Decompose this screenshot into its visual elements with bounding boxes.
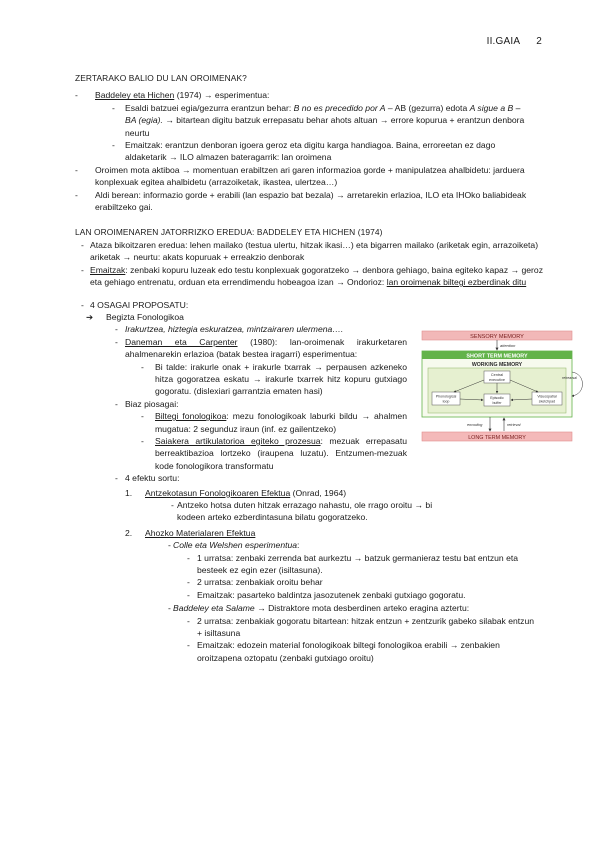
retrieval-label: retrieval — [507, 423, 521, 427]
short-term-memory-label: SHORT TERM MEMORY — [466, 353, 528, 360]
svg-text:Visuospatial: Visuospatial — [537, 394, 557, 399]
working-memory-label: WORKING MEMORY — [471, 362, 523, 368]
author-ref: Baddeley eta Hichen — [95, 90, 175, 101]
svg-text:Central: Central — [490, 373, 504, 377]
chapter-title: II.GAIA — [486, 36, 521, 47]
svg-text:executive: executive — [488, 378, 506, 382]
bullet-dash: - — [75, 90, 78, 101]
list-item: - Ataza bikoitzaren eredua: lehen mailako (testua ulertu, hitzak ikasi…) eta bigarren mailako (ariketak egin, arrazoiketa) ariketak → neurtu: akats kopuruak + erreakzio denborak — [81, 239, 539, 263]
list-item: - Emaitzak: pasarteko baldintza jasozutenek zenbaki gutxiago gogoratu. — [187, 589, 466, 600]
sensory-memory-label: SENSORY MEMORY — [470, 334, 524, 340]
list-item: - Biltegi fonologikoa: mezu fonologikoak laburki bildu → ahalmen mugatua: 2 segunduz iraun (inf. ez gailentzeko) — [141, 411, 407, 434]
list-item: - Baddeley eta Hichen (1974) → esperimentua: — [75, 90, 270, 101]
list-item: - Biaz piosagai: — [115, 398, 179, 409]
rehearsal-label: rehearsal — [562, 376, 577, 380]
svg-text:Phonological: Phonological — [435, 394, 457, 399]
svg-text:Episodic: Episodic — [490, 396, 504, 400]
section-heading-purpose: ZERTARAKO BALIO DU LAN OROIMENAK? — [75, 73, 247, 83]
list-item: - 2 urratsa: zenbakiak oroitu behar — [187, 577, 323, 588]
list-item: - Colle eta Welshen esperimentua: — [168, 540, 300, 551]
page-header — [487, 36, 542, 48]
list-item: 2. Ahozko Materialaren Efektua — [125, 527, 256, 538]
list-item: 1. Antzekotasun Fonologikoaren Efektua (Onrad, 1964) — [125, 487, 347, 498]
list-item: - Emaitzak: zenbaki kopuru luzeak edo testu konplexuak gogoratzeko → denbora gehiago, baina egiteko kapaz → geroz eta gehiago entrenatu, orduan eta errendimendu hobeagoa izan → Ondorioz: lan oroimenak biltegi ezberdinak ditu — [81, 264, 543, 288]
svg-text:loop: loop — [442, 399, 450, 404]
list-item: - 4 OSAGAI PROPOSATU: — [81, 299, 189, 310]
svg-text:sketchpad: sketchpad — [538, 399, 556, 404]
long-term-memory-label: LONG TERM MEMORY — [468, 435, 526, 441]
list-item: - Antzeko hotsa duten hitzak errazago nahastu, ole rrago oroitu → bi kodeen arteko ezberdintasuna bilatu gogoratzeko. — [171, 500, 433, 523]
list-item: ➔ Begizta Fonologikoa — [86, 311, 184, 322]
list-item: - Saiakera artikulatorioa egiteko prozesua: mezuak errepasatu berreaktibazioa lortzeko (iraupena luzatu). Entzumen-mezuak kode fonologikora transformatu — [141, 435, 407, 471]
list-item: - 4 efektu sortu: — [115, 473, 180, 484]
list-item: - Irakurtzea, hiztegia eskuratzea, mintzairaren ulermena…. — [115, 324, 344, 335]
list-item: - 1 urratsa: zenbaki zerrenda bat aurkeztu → batzuk germanieraz testu bat entzun eta besteek ez egin ezer (isiltasuna). — [187, 552, 519, 576]
list-item: - Oroimen mota aktiboa → momentuan erabiltzen ari garen informazioa gorde + manipulatzea ahalbidetu: jarduera konplexuak egitea ahalbidetu (arrazoiketak, ikastea, ulertzea…) — [75, 164, 525, 188]
list-item: - Emaitzak: edozein material fonologikoak biltegi fonologikoa erabili → zenbakien oroitzapena oztopatu (zenbaki gutxiago oroitu) — [187, 640, 500, 663]
section-heading-model: LAN OROIMENAREN JATORRIZKO EREDUA: BADDELEY ETA HICHEN (1974) — [75, 227, 383, 238]
list-item: - 2 urratsa: zenbakiak gogoratu bitartean: hitzak entzun + zentzurik gabeko silabak entzun + isiltasuna — [187, 615, 535, 639]
page-number: 2 — [536, 36, 542, 47]
encoding-label: encoding — [467, 423, 483, 427]
working-memory-diagram — [414, 330, 586, 446]
attention-label: attention — [500, 343, 516, 348]
list-item: - Aldi berean: informazio gorde + erabili (lan espazio bat bezala) → arretarekin erlazioa, ILO eta IHOko baliabideak erabiltzeko gai. — [75, 189, 527, 213]
list-item: - Esaldi batzuei egia/gezurra erantzun behar: B no es precedido por A – AB (gezurra) edota A sigue a B – BA (egia). → bitartean digitu batzuk errepasatu behar ahots altuan → errore kopurua + erantzun denbora neurtu — [112, 102, 525, 138]
list-item: - Emaitzak: erantzun denboran igoera geroz eta digitu karga handiagoa. Baina, erroreetan ez dago aldaketarik → ILO almazen bateragarrik: lan oroimena — [112, 140, 496, 163]
arrow-icon: ➔ — [86, 311, 94, 322]
list-item: - Bi talde: irakurle onak + irakurle txarrak → perpausen azkeneko hitza gogoratzea eskatu → irakurle txarrek hitz kopuru gutxiago gogoratu. (dislexiari garrantzia ematen hasi) — [141, 361, 407, 397]
list-item: - Daneman eta Carpenter (1980): lan-oroimenak irakurketaren ahalmenarekin erlazioa (batak bestea iragarri) esperimentua: — [115, 336, 408, 360]
list-item: - Baddeley eta Salame → Distraktore mota desberdinen arteko eragina aztertu: — [168, 603, 470, 614]
svg-text:buffer: buffer — [492, 401, 502, 405]
